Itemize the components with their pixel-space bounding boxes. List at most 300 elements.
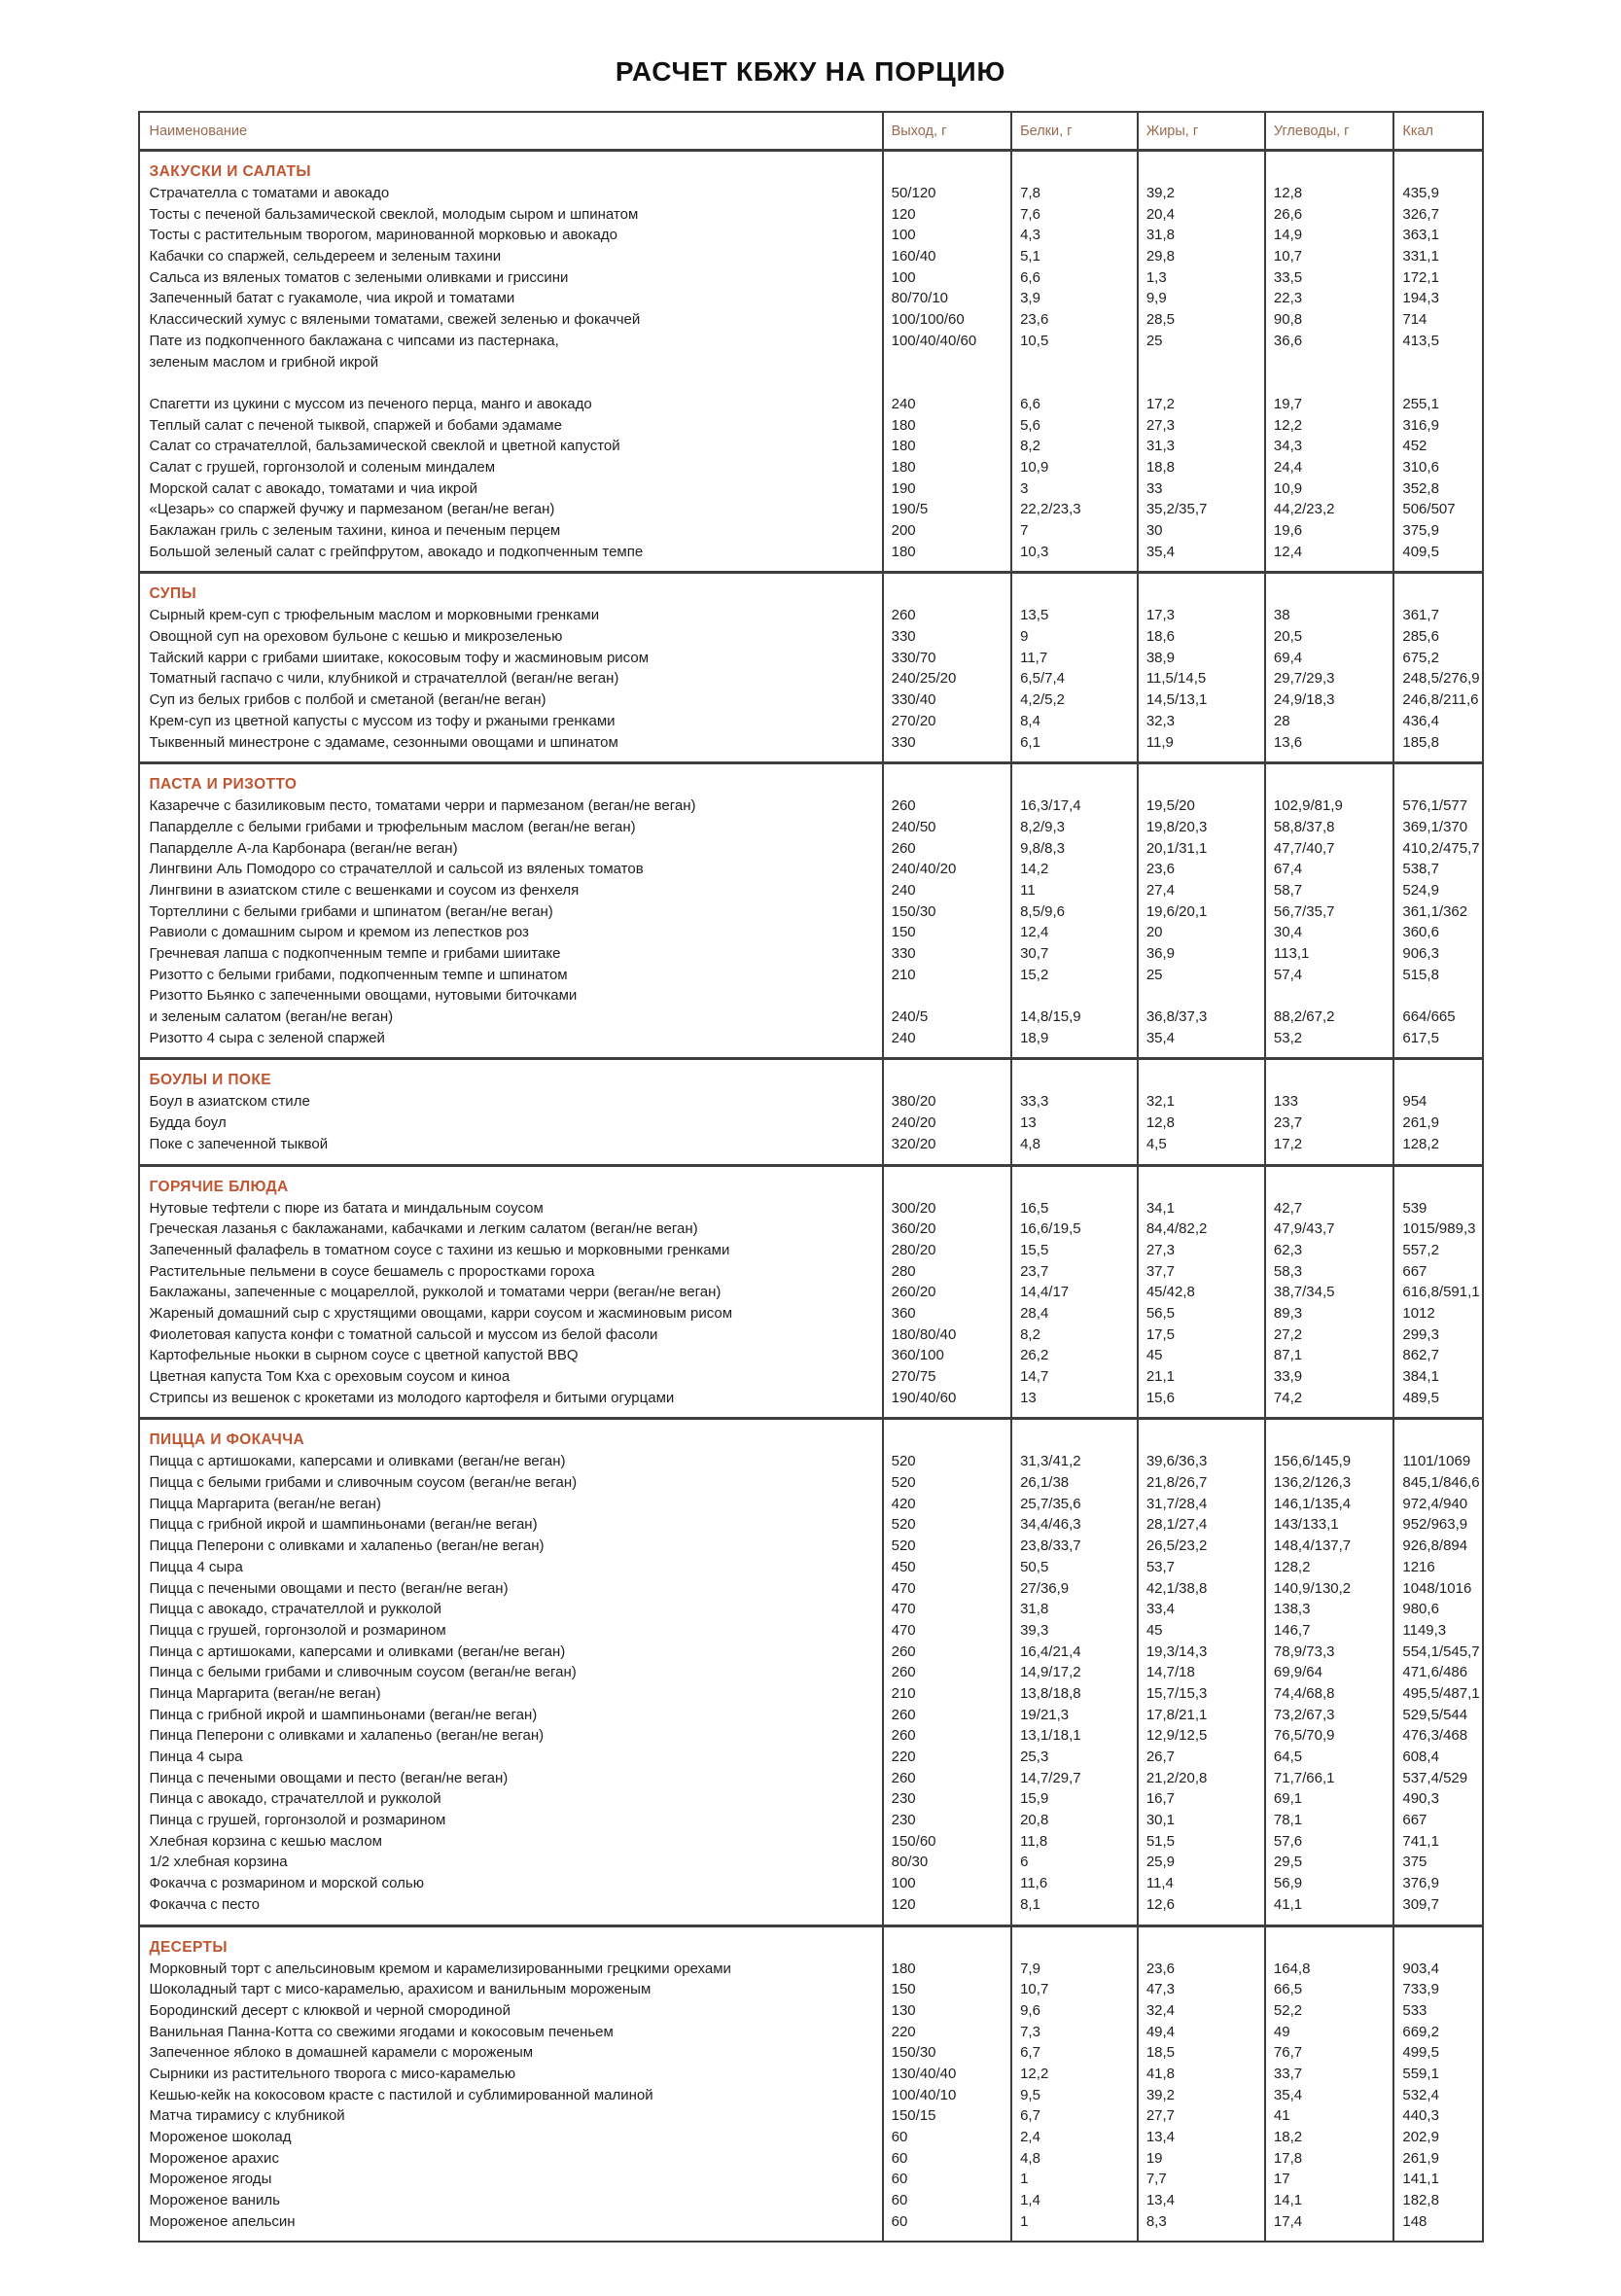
dish-name-cell: Морковный торт с апельсиновым кремом и карамелизированными грецкими орехами bbox=[149, 1960, 731, 1977]
value-cell-fat: 42,1/38,8 bbox=[1145, 1579, 1208, 1597]
value-cell-carbs: 89,3 bbox=[1273, 1304, 1303, 1322]
value-cell-protein: 8,5/9,6 bbox=[1020, 902, 1065, 920]
value-cell-protein: 6,1 bbox=[1020, 733, 1040, 751]
table-row bbox=[140, 2022, 1482, 2043]
section-title-row bbox=[140, 1172, 1482, 1198]
value-cell-protein: 9 bbox=[1020, 628, 1029, 646]
value-cell-carbs: 14,9 bbox=[1273, 227, 1303, 244]
value-cell-protein: 11,7 bbox=[1020, 649, 1048, 666]
table-header-row bbox=[140, 113, 1482, 152]
value-cell-fat: 45/42,8 bbox=[1145, 1284, 1195, 1301]
dish-name-cell: Пицца Пеперони с оливками и халапеньо (веган/не веган) bbox=[149, 1537, 545, 1555]
table-row bbox=[140, 331, 1482, 352]
table-row bbox=[140, 605, 1482, 626]
value-cell-protein: 16,6/19,5 bbox=[1020, 1220, 1081, 1238]
value-cell-fat: 33 bbox=[1145, 479, 1163, 497]
value-cell-kcal: 845,1/846,6 bbox=[1402, 1474, 1480, 1492]
table-row bbox=[140, 542, 1482, 563]
value-cell-kcal: 452 bbox=[1402, 438, 1427, 455]
value-cell-kcal: 515,8 bbox=[1402, 966, 1439, 983]
value-cell-output: 450 bbox=[891, 1558, 916, 1575]
value-cell-carbs: 17 bbox=[1273, 2171, 1290, 2188]
value-cell-carbs: 156,6/145,9 bbox=[1273, 1453, 1352, 1470]
value-cell-kcal: 524,9 bbox=[1402, 881, 1439, 899]
table-row bbox=[140, 711, 1482, 732]
menu-section bbox=[140, 571, 1482, 761]
value-cell-carbs: 17,8 bbox=[1273, 2149, 1303, 2167]
value-cell-protein: 16,4/21,4 bbox=[1020, 1643, 1081, 1660]
value-cell-kcal: 495,5/487,1 bbox=[1402, 1684, 1480, 1702]
value-cell-carbs: 87,1 bbox=[1273, 1347, 1303, 1364]
value-cell-fat: 37,7 bbox=[1145, 1262, 1176, 1280]
dish-name-cell: Страчателла с томатами и авокадо bbox=[149, 185, 390, 201]
menu-section bbox=[140, 761, 1482, 1057]
value-cell-output: 380/20 bbox=[891, 1093, 936, 1111]
dish-name-cell: Пицца с печеными овощами и песто (веган/не веган) bbox=[149, 1579, 509, 1597]
value-cell-carbs: 34,3 bbox=[1273, 438, 1303, 455]
value-cell-kcal: 436,4 bbox=[1402, 712, 1439, 729]
table-row bbox=[140, 1578, 1482, 1600]
value-cell-carbs: 113,1 bbox=[1273, 945, 1310, 962]
value-cell-kcal: 675,2 bbox=[1402, 649, 1439, 666]
value-cell-carbs: 38,7/34,5 bbox=[1273, 1284, 1335, 1301]
value-cell-fat: 27,7 bbox=[1145, 2107, 1176, 2125]
value-cell-carbs: 138,3 bbox=[1273, 1601, 1311, 1618]
value-cell-fat: 16,7 bbox=[1145, 1790, 1176, 1808]
dish-name-cell: Казаречче с базиликовым песто, томатами черри и пармезаном (веган/не веган) bbox=[149, 797, 696, 815]
value-cell-kcal: 141,1 bbox=[1402, 2171, 1439, 2188]
value-cell-carbs: 76,7 bbox=[1273, 2044, 1303, 2062]
table-row bbox=[140, 1240, 1482, 1261]
dish-name-cell: Пинца с белыми грибами и сливочным соусом (веган/не веган) bbox=[149, 1664, 577, 1681]
value-cell-carbs: 78,9/73,3 bbox=[1273, 1643, 1335, 1660]
value-cell-kcal: 926,8/894 bbox=[1402, 1537, 1468, 1555]
table-row bbox=[140, 2064, 1482, 2085]
dish-name-cell: Папарделле с белыми грибами и трюфельным маслом (веган/не веган) bbox=[149, 818, 636, 835]
dish-name-cell: Кабачки со спаржей, сельдереем и зеленым тахини bbox=[149, 248, 502, 265]
value-cell-fat: 25 bbox=[1145, 966, 1163, 983]
value-cell-output: 220 bbox=[891, 1748, 916, 1765]
value-cell-fat: 23,6 bbox=[1145, 1960, 1176, 1977]
value-cell-fat: 30,1 bbox=[1145, 1812, 1176, 1829]
value-cell-protein: 4,8 bbox=[1020, 2149, 1040, 2167]
value-cell-protein: 13,5 bbox=[1020, 607, 1049, 624]
value-cell-carbs: 56,9 bbox=[1273, 1875, 1303, 1892]
value-cell-fat: 39,2 bbox=[1145, 2086, 1176, 2103]
value-cell-output: 240 bbox=[891, 1029, 916, 1046]
value-cell-fat: 19 bbox=[1145, 2149, 1163, 2167]
dish-name-cell: 1/2 хлебная корзина bbox=[149, 1854, 288, 1871]
value-cell-carbs: 71,7/66,1 bbox=[1273, 1769, 1335, 1786]
value-cell-protein: 12,2 bbox=[1020, 2065, 1049, 2082]
value-cell-output: 220 bbox=[891, 2023, 916, 2040]
value-cell-carbs: 42,7 bbox=[1273, 1199, 1303, 1217]
value-cell-kcal: 1149,3 bbox=[1402, 1621, 1447, 1639]
value-cell-fat: 41,8 bbox=[1145, 2065, 1176, 2082]
value-cell-fat: 11,5/14,5 bbox=[1145, 670, 1207, 688]
value-cell-kcal: 906,3 bbox=[1402, 945, 1439, 962]
dish-name-cell: Тортеллини с белыми грибами и шпинатом (веган/не веган) bbox=[149, 902, 553, 920]
section-title-row bbox=[140, 579, 1482, 605]
dish-name-cell: Теплый салат с печеной тыквой, спаржей и бобами эдамаме bbox=[149, 416, 562, 434]
value-cell-output: 130/40/40 bbox=[891, 2065, 957, 2082]
dish-name-cell: Большой зеленый салат с грейпфрутом, авокадо и подкопченным темпе bbox=[149, 543, 644, 560]
value-cell-carbs: 56,7/35,7 bbox=[1273, 902, 1335, 920]
value-cell-kcal: 490,3 bbox=[1402, 1790, 1439, 1808]
dish-name-cell: Матча тирамису с клубникой bbox=[149, 2107, 345, 2125]
table-row bbox=[140, 436, 1482, 457]
value-cell-fat: 39,6/36,3 bbox=[1145, 1453, 1208, 1470]
dish-name-cell: Ризотто 4 сыра с зеленой спаржей bbox=[149, 1029, 385, 1046]
value-cell-kcal: 316,9 bbox=[1402, 416, 1439, 434]
value-cell-carbs: 10,7 bbox=[1273, 248, 1303, 265]
value-cell-output: 520 bbox=[891, 1453, 916, 1470]
dish-name-cell: Пате из подкопченного баклажана с чипсами из пастернака, bbox=[149, 332, 559, 349]
value-cell-fat: 12,6 bbox=[1145, 1895, 1176, 1913]
value-cell-output: 60 bbox=[891, 2129, 908, 2145]
table-row bbox=[140, 795, 1482, 817]
value-cell-output: 260 bbox=[891, 1727, 916, 1745]
value-cell-output: 50/120 bbox=[891, 185, 936, 201]
table-row bbox=[140, 732, 1482, 754]
value-cell-carbs: 12,2 bbox=[1273, 416, 1303, 434]
dish-name-cell: Томатный гаспачо с чили, клубникой и страчателлой (веган/не веган) bbox=[149, 670, 619, 688]
value-cell-protein: 25,3 bbox=[1020, 1748, 1049, 1765]
dish-name-cell: Сырный крем-суп с трюфельным маслом и морковными гренками bbox=[149, 607, 600, 624]
value-cell-fat: 18,6 bbox=[1145, 628, 1176, 646]
table-row bbox=[140, 922, 1482, 943]
dish-name-cell: Пинца с артишоками, каперсами и оливками (веган/не веган) bbox=[149, 1643, 566, 1660]
value-cell-protein: 4,3 bbox=[1020, 227, 1040, 244]
value-cell-fat: 12,9/12,5 bbox=[1145, 1727, 1208, 1745]
menu-section bbox=[140, 152, 1482, 571]
value-cell-carbs: 47,9/43,7 bbox=[1273, 1220, 1335, 1238]
value-cell-kcal: 384,1 bbox=[1402, 1368, 1439, 1385]
value-cell-fat: 27,3 bbox=[1145, 1241, 1176, 1258]
table-row bbox=[140, 2148, 1482, 2170]
value-cell-carbs: 73,2/67,3 bbox=[1273, 1706, 1335, 1723]
dish-name-cell: Классический хумус с вялеными томатами, свежей зеленью и фокаччей bbox=[149, 311, 641, 329]
dish-name-cell: Пицца 4 сыра bbox=[149, 1558, 243, 1575]
table-row bbox=[140, 1514, 1482, 1536]
table-row bbox=[140, 394, 1482, 415]
value-cell-kcal: 255,1 bbox=[1402, 395, 1439, 412]
value-cell-carbs: 27,2 bbox=[1273, 1325, 1303, 1343]
column-header-name: Наименование bbox=[149, 123, 248, 139]
value-cell-fat: 12,8 bbox=[1145, 1114, 1176, 1132]
value-cell-carbs: 76,5/70,9 bbox=[1273, 1727, 1335, 1745]
dish-name-cell: Цветная капуста Том Кха с ореховым соусом и киноа bbox=[149, 1368, 511, 1385]
table-row bbox=[140, 309, 1482, 331]
value-cell-carbs: 47,7/40,7 bbox=[1273, 839, 1335, 857]
value-cell-carbs: 164,8 bbox=[1273, 1960, 1311, 1977]
value-cell-output: 180 bbox=[891, 416, 916, 434]
dish-name-cell: Пицца Маргарита (веган/не веган) bbox=[149, 1495, 381, 1512]
dish-name-cell: Поке с запеченной тыквой bbox=[149, 1135, 329, 1152]
value-cell-fat: 14,7/18 bbox=[1145, 1664, 1195, 1681]
column-divider bbox=[1010, 113, 1012, 2241]
value-cell-carbs: 12,8 bbox=[1273, 185, 1303, 201]
value-cell-kcal: 1015/989,3 bbox=[1402, 1220, 1476, 1238]
value-cell-fat: 17,3 bbox=[1145, 607, 1176, 624]
value-cell-protein: 8,2 bbox=[1020, 1325, 1040, 1343]
column-divider bbox=[882, 113, 884, 2241]
value-cell-carbs: 18,2 bbox=[1273, 2129, 1303, 2145]
value-cell-kcal: 309,7 bbox=[1402, 1895, 1439, 1913]
value-cell-carbs: 49 bbox=[1273, 2023, 1290, 2040]
value-cell-output: 270/75 bbox=[891, 1368, 936, 1385]
value-cell-carbs: 19,6 bbox=[1273, 522, 1303, 539]
value-cell-carbs: 33,9 bbox=[1273, 1368, 1303, 1385]
value-cell-protein: 31,3/41,2 bbox=[1020, 1453, 1081, 1470]
value-cell-fat: 32,3 bbox=[1145, 712, 1176, 729]
value-cell-kcal: 261,9 bbox=[1402, 2149, 1439, 2167]
section-title-row bbox=[140, 1425, 1482, 1451]
value-cell-output: 330/70 bbox=[891, 649, 936, 666]
menu-section bbox=[140, 1057, 1482, 1163]
value-cell-protein: 23,7 bbox=[1020, 1262, 1049, 1280]
table-row bbox=[140, 1472, 1482, 1494]
value-cell-protein: 22,2/23,3 bbox=[1020, 501, 1081, 518]
value-cell-fat: 35,2/35,7 bbox=[1145, 501, 1208, 518]
table-row bbox=[140, 1388, 1482, 1409]
value-cell-output: 210 bbox=[891, 1684, 916, 1702]
value-cell-output: 320/20 bbox=[891, 1135, 936, 1152]
table-row bbox=[140, 1683, 1482, 1705]
value-cell-output: 520 bbox=[891, 1537, 916, 1555]
value-cell-carbs: 13,6 bbox=[1273, 733, 1303, 751]
value-cell-fat: 11,9 bbox=[1145, 733, 1174, 751]
value-cell-protein: 8,2 bbox=[1020, 438, 1040, 455]
value-cell-kcal: 248,5/276,9 bbox=[1402, 670, 1480, 688]
section-title-row bbox=[140, 157, 1482, 183]
value-cell-output: 240/50 bbox=[891, 818, 936, 835]
dish-name-cell: Мороженое ягоды bbox=[149, 2171, 272, 2188]
value-cell-protein: 31,8 bbox=[1020, 1601, 1049, 1618]
value-cell-kcal: 194,3 bbox=[1402, 290, 1439, 307]
value-cell-output: 260 bbox=[891, 839, 916, 857]
table-row bbox=[140, 901, 1482, 923]
value-cell-carbs: 38 bbox=[1273, 607, 1290, 624]
section-title: ЗАКУСКИ И САЛАТЫ bbox=[149, 163, 311, 180]
value-cell-kcal: 980,6 bbox=[1402, 1601, 1439, 1618]
table-row bbox=[140, 1091, 1482, 1113]
value-cell-carbs: 53,2 bbox=[1273, 1029, 1303, 1046]
value-cell-protein: 20,8 bbox=[1020, 1812, 1049, 1829]
value-cell-output: 300/20 bbox=[891, 1199, 936, 1217]
menu-section bbox=[140, 1925, 1482, 2242]
value-cell-kcal: 375,9 bbox=[1402, 522, 1439, 539]
value-cell-protein: 8,4 bbox=[1020, 712, 1040, 729]
value-cell-output: 100/100/60 bbox=[891, 311, 965, 329]
table-row bbox=[140, 859, 1482, 880]
value-cell-carbs: 57,4 bbox=[1273, 966, 1303, 983]
dish-name-cell: Пицца с белыми грибами и сливочным соусом (веган/не веган) bbox=[149, 1474, 578, 1492]
dish-name-cell: Равиоли с домашним сыром и кремом из лепестков роз bbox=[149, 924, 529, 941]
value-cell-output: 100/40/10 bbox=[891, 2086, 957, 2103]
table-row bbox=[140, 648, 1482, 669]
dish-name-cell: Пинца Маргарита (веган/не веган) bbox=[149, 1684, 381, 1702]
value-cell-fat: 84,4/82,2 bbox=[1145, 1220, 1208, 1238]
value-cell-carbs: 52,2 bbox=[1273, 2001, 1303, 2019]
value-cell-carbs: 69,9/64 bbox=[1273, 1664, 1322, 1681]
value-cell-carbs: 78,1 bbox=[1273, 1812, 1303, 1829]
table-row bbox=[140, 204, 1482, 226]
dish-name-cell: Ванильная Панна-Котта со свежими ягодами и кокосовым печеньем bbox=[149, 2023, 614, 2040]
value-cell-protein: 9,6 bbox=[1020, 2001, 1040, 2019]
table-row bbox=[140, 1894, 1482, 1916]
value-cell-output: 190/40/60 bbox=[891, 1389, 957, 1406]
value-cell-kcal: 616,8/591,1 bbox=[1402, 1284, 1480, 1301]
value-cell-kcal: 617,5 bbox=[1402, 1029, 1439, 1046]
value-cell-carbs: 146,1/135,4 bbox=[1273, 1495, 1352, 1512]
value-cell-fat: 56,5 bbox=[1145, 1304, 1176, 1322]
value-cell-kcal: 352,8 bbox=[1402, 479, 1439, 497]
dish-name-cell: Ризотто Бьянко с запеченными овощами, нутовыми биточками bbox=[149, 987, 578, 1005]
value-cell-kcal: 410,2/475,7 bbox=[1402, 839, 1480, 857]
table-row bbox=[140, 689, 1482, 711]
value-cell-protein: 2,4 bbox=[1020, 2129, 1040, 2145]
table-row bbox=[140, 288, 1482, 309]
value-cell-carbs: 128,2 bbox=[1273, 1558, 1311, 1575]
value-cell-kcal: 667 bbox=[1402, 1262, 1427, 1280]
value-cell-output: 240 bbox=[891, 881, 916, 899]
value-cell-carbs: 62,3 bbox=[1273, 1241, 1303, 1258]
value-cell-carbs: 140,9/130,2 bbox=[1273, 1579, 1352, 1597]
dish-name-cell: Кешью-кейк на кокосовом красте с пастилой и сублимированной малиной bbox=[149, 2086, 653, 2103]
value-cell-fat: 11,4 bbox=[1145, 1875, 1174, 1892]
value-cell-protein: 8,2/9,3 bbox=[1020, 818, 1065, 835]
value-cell-output: 80/30 bbox=[891, 1854, 929, 1871]
value-cell-carbs: 74,4/68,8 bbox=[1273, 1684, 1335, 1702]
value-cell-output: 240/40/20 bbox=[891, 861, 957, 878]
dish-name-cell: Запеченный батат с гуакамоле, чиа икрой и томатами bbox=[149, 290, 515, 307]
table-row bbox=[140, 626, 1482, 648]
dish-name-cell: Греческая лазанья с баклажанами, кабачками и легким салатом (веган/не веган) bbox=[149, 1220, 698, 1238]
value-cell-protein: 9,5 bbox=[1020, 2086, 1040, 2103]
value-cell-kcal: 559,1 bbox=[1402, 2065, 1439, 2082]
value-cell-kcal: 363,1 bbox=[1402, 227, 1439, 244]
value-cell-output: 240 bbox=[891, 395, 916, 412]
value-cell-protein: 1 bbox=[1020, 2212, 1029, 2230]
value-cell-fat: 49,4 bbox=[1145, 2023, 1176, 2040]
value-cell-protein: 6 bbox=[1020, 1854, 1029, 1871]
value-cell-protein: 30,7 bbox=[1020, 945, 1049, 962]
section-title: ДЕСЕРТЫ bbox=[149, 1938, 228, 1956]
value-cell-kcal: 326,7 bbox=[1402, 205, 1439, 223]
value-cell-protein: 3 bbox=[1020, 479, 1029, 497]
value-cell-protein: 11,6 bbox=[1020, 1875, 1048, 1892]
value-cell-kcal: 1216 bbox=[1402, 1558, 1435, 1575]
value-cell-carbs: 28 bbox=[1273, 712, 1290, 729]
value-cell-kcal: 413,5 bbox=[1402, 332, 1439, 349]
dish-name-cell: и зеленым салатом (веган/не веган) bbox=[149, 1008, 394, 1026]
value-cell-fat: 17,2 bbox=[1145, 395, 1176, 412]
dish-name-cell: Мороженое апельсин bbox=[149, 2212, 296, 2230]
value-cell-fat: 20 bbox=[1145, 924, 1163, 941]
value-cell-fat: 32,4 bbox=[1145, 2001, 1176, 2019]
value-cell-protein: 7,3 bbox=[1020, 2023, 1040, 2040]
value-cell-output: 150/30 bbox=[891, 2044, 936, 2062]
column-divider bbox=[1392, 113, 1394, 2241]
value-cell-protein: 10,3 bbox=[1020, 543, 1049, 560]
value-cell-fat: 26,5/23,2 bbox=[1145, 1537, 1208, 1555]
value-cell-protein: 6,6 bbox=[1020, 395, 1040, 412]
dish-name-cell: Лингвини в азиатском стиле с вешенками и соусом из фенхеля bbox=[149, 881, 580, 899]
column-header-protein: Белки, г bbox=[1020, 123, 1073, 139]
value-cell-output: 150/60 bbox=[891, 1832, 936, 1850]
dish-name-cell: Баклажан гриль с зеленым тахини, киноа и печеным перцем bbox=[149, 522, 561, 539]
menu-section bbox=[140, 1164, 1482, 1418]
dish-name-cell: Запеченный фалафель в томатном соусе с тахини из кешью и морковными гренками bbox=[149, 1241, 730, 1258]
value-cell-kcal: 375 bbox=[1402, 1854, 1427, 1871]
value-cell-fat: 28,1/27,4 bbox=[1145, 1516, 1208, 1534]
table-row bbox=[140, 1494, 1482, 1515]
value-cell-protein: 15,5 bbox=[1020, 1241, 1049, 1258]
column-divider bbox=[1137, 113, 1139, 2241]
dish-name-cell: Гречневая лапша с подкопченным темпе и грибами шиитаке bbox=[149, 945, 561, 962]
value-cell-kcal: 285,6 bbox=[1402, 628, 1439, 646]
value-cell-protein: 7,8 bbox=[1020, 185, 1040, 201]
value-cell-fat: 39,2 bbox=[1145, 185, 1176, 201]
value-cell-output: 150 bbox=[891, 1981, 916, 1998]
dish-name-cell: Пицца с авокадо, страчателлой и рукколой bbox=[149, 1601, 441, 1618]
value-cell-carbs: 58,8/37,8 bbox=[1273, 818, 1335, 835]
value-cell-carbs: 24,4 bbox=[1273, 458, 1303, 476]
value-cell-kcal: 667 bbox=[1402, 1812, 1427, 1829]
value-cell-carbs: 29,7/29,3 bbox=[1273, 670, 1335, 688]
value-cell-output: 180 bbox=[891, 543, 916, 560]
table-row bbox=[140, 965, 1482, 986]
dish-name-cell: Пинца с печеными овощами и песто (веган/не веган) bbox=[149, 1769, 509, 1786]
dish-name-cell: Нутовые тефтели с пюре из батата и миндальным соусом bbox=[149, 1199, 544, 1217]
value-cell-carbs: 57,6 bbox=[1273, 1832, 1303, 1850]
value-cell-output: 100 bbox=[891, 1875, 916, 1892]
value-cell-protein: 5,6 bbox=[1020, 416, 1040, 434]
dish-name-cell: Пинца 4 сыра bbox=[149, 1748, 243, 1765]
value-cell-fat: 32,1 bbox=[1145, 1093, 1176, 1111]
value-cell-kcal: 310,6 bbox=[1402, 458, 1439, 476]
value-cell-kcal: 489,5 bbox=[1402, 1389, 1439, 1406]
value-cell-protein: 33,3 bbox=[1020, 1093, 1049, 1111]
page-title: РАСЧЕТ КБЖУ НА ПОРЦИЮ bbox=[615, 56, 1006, 87]
value-cell-kcal: 185,8 bbox=[1402, 733, 1439, 751]
value-cell-output: 190 bbox=[891, 479, 916, 497]
table-row bbox=[140, 1725, 1482, 1747]
value-cell-protein: 28,4 bbox=[1020, 1304, 1049, 1322]
value-cell-fat: 21,2/20,8 bbox=[1145, 1769, 1208, 1786]
value-cell-output: 240/20 bbox=[891, 1114, 936, 1132]
dish-name-cell: Растительные пельмени в соусе бешамель с проростками гороха bbox=[149, 1262, 595, 1280]
value-cell-kcal: 261,9 bbox=[1402, 1114, 1439, 1132]
value-cell-protein: 19/21,3 bbox=[1020, 1706, 1070, 1723]
dish-name-cell: Фокачча с розмарином и морской солью bbox=[149, 1875, 424, 1892]
value-cell-output: 330 bbox=[891, 628, 916, 646]
dish-name-cell: «Цезарь» со спаржей фучжу и пармезаном (веган/не веган) bbox=[149, 501, 555, 518]
value-cell-output: 280/20 bbox=[891, 1241, 936, 1258]
value-cell-kcal: 1101/1069 bbox=[1402, 1453, 1471, 1470]
table-row bbox=[140, 415, 1482, 437]
value-cell-carbs: 90,8 bbox=[1273, 311, 1303, 329]
value-cell-output: 360/20 bbox=[891, 1220, 936, 1238]
value-cell-fat: 35,4 bbox=[1145, 1029, 1176, 1046]
value-cell-protein: 26,2 bbox=[1020, 1347, 1049, 1364]
table-row bbox=[140, 1113, 1482, 1134]
value-cell-carbs: 36,6 bbox=[1273, 332, 1303, 349]
table-row bbox=[140, 457, 1482, 478]
value-cell-kcal: 409,5 bbox=[1402, 543, 1439, 560]
value-cell-kcal: 361,1/362 bbox=[1402, 902, 1468, 920]
